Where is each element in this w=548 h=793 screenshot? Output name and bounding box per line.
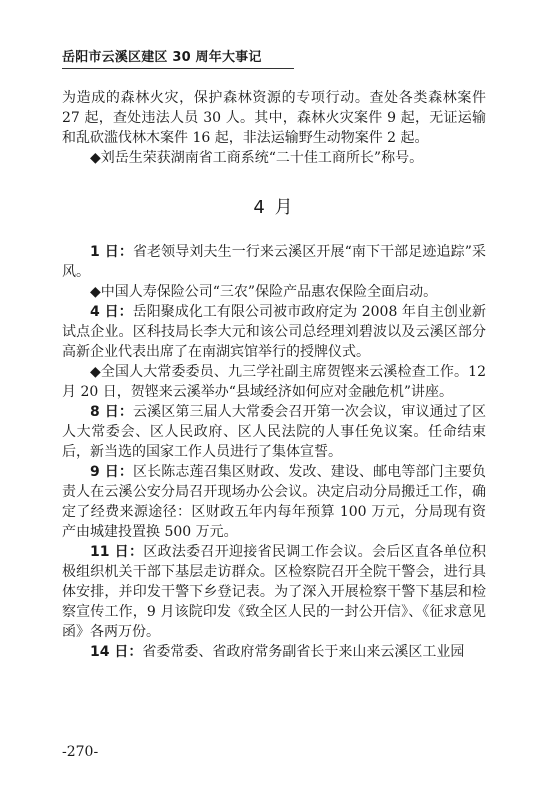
intro-paragraph-continued: 为造成的森林火灾，保护森林资源的专项行动。查处各类森林案件 27 起，查处违法人员 30 人。其中，森林火灾案件 9 起，无证运输和乱砍滥伐林木案件 16 起，非法运输野生动物案件 2 起。 xyxy=(62,90,486,146)
entry-text: 区政法委召开迎接省民调工作会议。会后区直各单位积极组织机关干部下基层走访群众。区检察院召开全院干警会，进行具体安排，并印发干警下乡登记表。为了深入开展检察干警下基层和检察宣传工作，9 月该院印发《致全区人民的一封公开信》、《征求意见函》各两万份。 xyxy=(62,544,487,640)
entry-date: 9 日： xyxy=(90,464,133,480)
entry-text: 区长陈志莲召集区财政、发改、建设、邮电等部门主要负责人在云溪公安分局召开现场办公会议。决定启动分局搬迁工作，确定了经费来源途径：区财政五年内每年预算 100 万元，分局现有资产由城建投置换 500 万元。 xyxy=(62,464,486,540)
running-header: 岳阳市云溪区建区 30 周年大事记 xyxy=(62,50,262,65)
entry-paragraph xyxy=(62,402,486,462)
entry-paragraph xyxy=(62,282,486,302)
entry-paragraph xyxy=(62,642,486,662)
intro-paragraph-award: ◆刘岳生荣获湖南省工商系统“二十佳工商所长”称号。 xyxy=(90,150,424,166)
entry-date: 1 日： xyxy=(90,244,133,260)
entry-date: 14 日： xyxy=(90,644,143,660)
page-number: -270- xyxy=(62,744,99,760)
entry-paragraph xyxy=(62,302,486,362)
entry-text: 岳阳聚成化工有限公司被市政府定为 2008 年自主创业新试点企业。区科技局长李大元和该公司总经理刘碧波以及云溪区部分高新企业代表出席了在南湖宾馆举行的授牌仪式。 xyxy=(62,304,486,360)
header-rule xyxy=(62,68,294,69)
entry-date: 11 日： xyxy=(90,544,144,560)
entry-text: 云溪区第三届人大常委会召开第一次会议，审议通过了区人大常委会、区人民政府、区人民法院的人事任免议案。任命结束后，新当选的国家工作人员进行了集体宣誓。 xyxy=(62,404,486,460)
entry-date: 4 日： xyxy=(90,304,133,320)
entry-text: 省委常委、省政府常务副省长于来山来云溪区工业园 xyxy=(142,644,465,660)
body-text xyxy=(62,88,486,662)
month-heading: 4 月 xyxy=(253,197,295,218)
entry-paragraph xyxy=(62,542,486,642)
entry-paragraph xyxy=(62,462,486,542)
entry-text: ◆中国人寿保险公司“三农”保险产品惠农保险全面启动。 xyxy=(90,284,438,300)
entry-text: ◆全国人大常委委员、九三学社副主席贺铿来云溪检查工作。12 月 20 日，贺铿来云溪举办“县域经济如何应对金融危机”讲座。 xyxy=(62,364,486,400)
entry-paragraph xyxy=(62,242,486,282)
entry-date: 8 日： xyxy=(90,404,133,420)
entry-paragraph xyxy=(62,362,486,402)
entry-text: 省老领导刘夫生一行来云溪区开展“南下干部足迹追踪”采风。 xyxy=(62,244,486,280)
